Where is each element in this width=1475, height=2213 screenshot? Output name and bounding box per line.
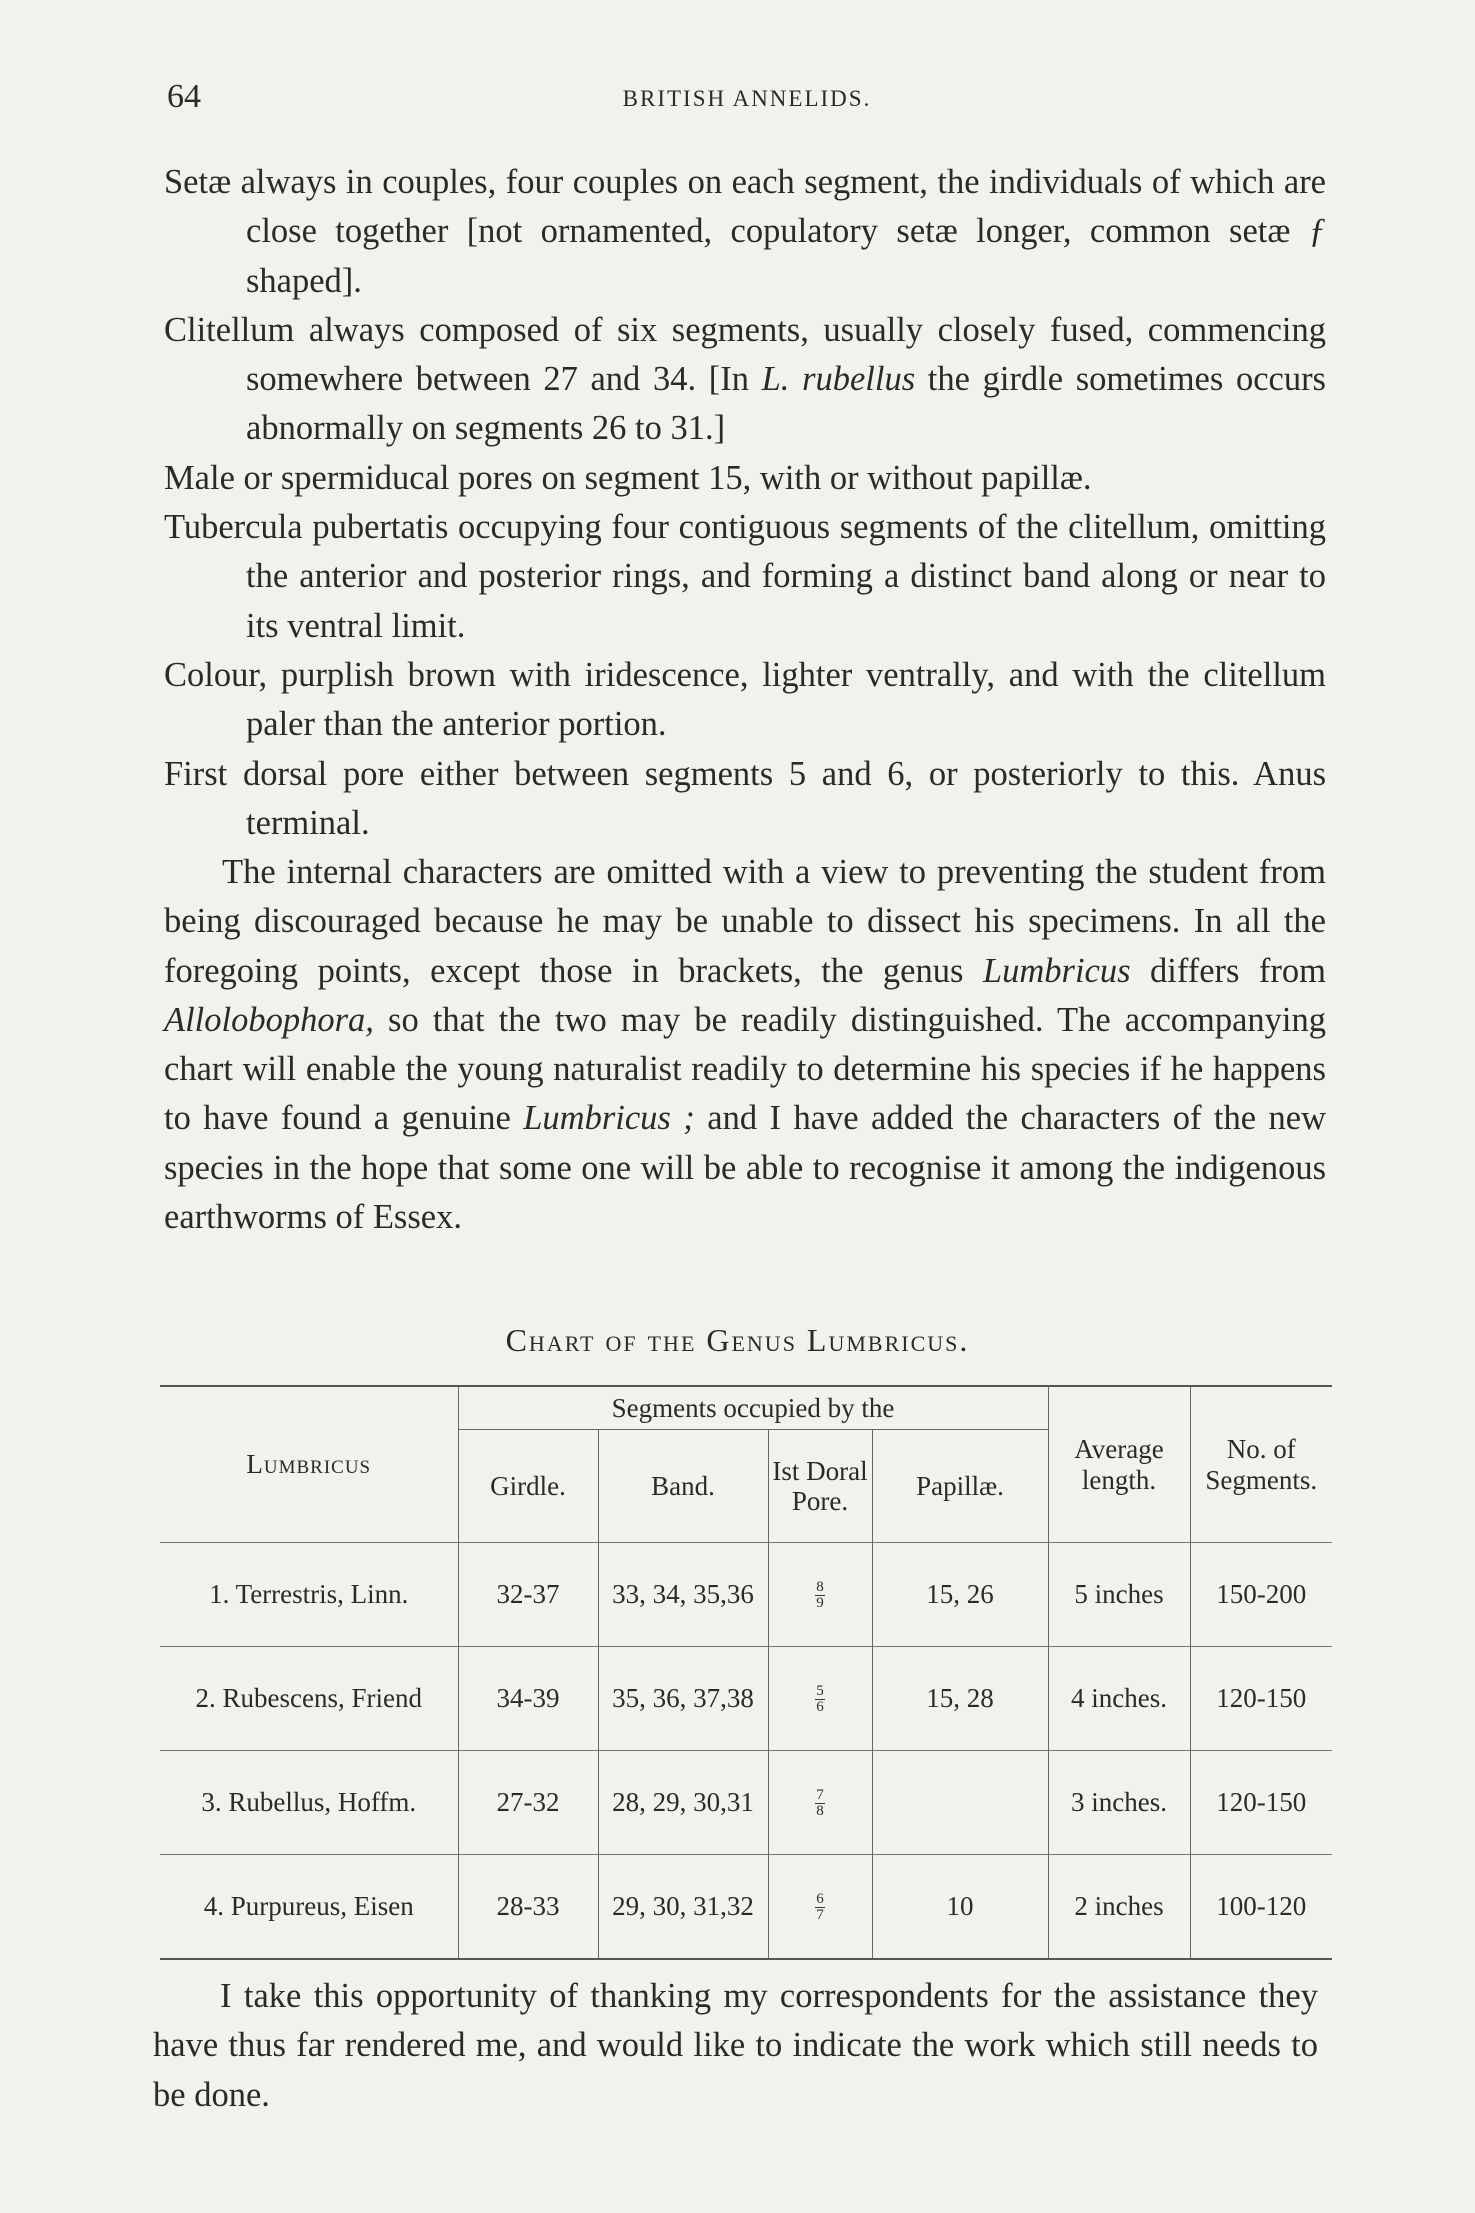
- fraction: $\frac{7}{8}$: [816, 1787, 824, 1820]
- definition-setae: Setæ always in couples, four couples on each segment, the individuals of which are close together [not ornamented, copulatory setæ longer, common setæ ƒ shaped].: [164, 163, 1326, 300]
- species-cell: 1. Terrestris, Linn.: [160, 1543, 458, 1647]
- species-cell: 2. Rubescens, Friend: [160, 1647, 458, 1751]
- species-cell: 4. Purpureus, Eisen: [160, 1855, 458, 1960]
- segments-cell: 120-150: [1190, 1647, 1332, 1751]
- papillae-cell: 15, 26: [872, 1543, 1048, 1647]
- table-row: [160, 1751, 1332, 1855]
- length-cell: 4 inches.: [1048, 1647, 1190, 1751]
- girdle-cell: 27-32: [458, 1751, 598, 1855]
- chart-title: Chart of the Genus Lumbricus.: [505, 1322, 970, 1358]
- segments-cell: 100-120: [1190, 1855, 1332, 1960]
- fraction: $\frac{8}{9}$: [816, 1579, 824, 1612]
- closing-paragraph: I take this opportunity of thanking my correspondents for the assistance they have thus far rendered me, and would like to indicate the work which still needs to be done.: [153, 1977, 1318, 2114]
- dorsal-pore-cell: [768, 1647, 872, 1751]
- papillae-cell: 10: [872, 1855, 1048, 1960]
- definition-dorsal-pore: First dorsal pore either between segments 5 and 6, or posteriorly to this. Anus terminal.: [164, 754, 1326, 842]
- header-segments-group: Segments occupied by the: [458, 1386, 1048, 1430]
- header-band: Band.: [598, 1430, 768, 1543]
- girdle-cell: 28-33: [458, 1855, 598, 1960]
- definition-male-pores: Male or spermiducal pores on segment 15, with or without papillæ.: [164, 458, 1092, 497]
- definition-colour: Colour, purplish brown with iridescence, lighter ventrally, and with the clitellum paler than the anterior portion.: [164, 655, 1326, 744]
- header-dorsal-pore: Ist Doral Pore.: [768, 1430, 872, 1543]
- girdle-cell: 34-39: [458, 1647, 598, 1751]
- definition-clitellum: Clitellum always composed of six segments, usually closely fused, commencing somewhere between 27 and 34. [In L. rubellus the girdle sometimes occurs abnormally on segments 26 to 31.]: [164, 310, 1326, 448]
- fraction: $\frac{6}{7}$: [816, 1891, 824, 1924]
- table-row: [160, 1855, 1332, 1960]
- header-girdle: Girdle.: [458, 1430, 598, 1543]
- header-average-length: Average length.: [1048, 1386, 1190, 1543]
- lumbricus-chart-table: [160, 1385, 1332, 1960]
- band-cell: 33, 34, 35,36: [598, 1543, 768, 1647]
- papillae-cell: [872, 1751, 1048, 1855]
- header-papillae: Papillæ.: [872, 1430, 1048, 1543]
- band-cell: 28, 29, 30,31: [598, 1751, 768, 1855]
- dorsal-pore-cell: [768, 1543, 872, 1647]
- papillae-cell: 15, 28: [872, 1647, 1048, 1751]
- segments-cell: 150-200: [1190, 1543, 1332, 1647]
- dorsal-pore-cell: [768, 1751, 872, 1855]
- band-cell: 35, 36, 37,38: [598, 1647, 768, 1751]
- header-segments: No. of Segments.: [1190, 1386, 1332, 1543]
- fraction: $\frac{5}{6}$: [816, 1683, 824, 1716]
- girdle-cell: 32-37: [458, 1543, 598, 1647]
- table-row: [160, 1647, 1332, 1751]
- page-number: 64: [167, 78, 201, 115]
- header-species: Lumbricus: [160, 1386, 458, 1543]
- running-head: BRITISH ANNELIDS.: [622, 86, 872, 111]
- definition-tubercula: Tubercula pubertatis occupying four contiguous segments of the clitellum, omitting the anterior and posterior rings, and forming a distinct band along or near to its ventral limit.: [164, 508, 1326, 645]
- dorsal-pore-cell: [768, 1855, 872, 1960]
- length-cell: 5 inches: [1048, 1543, 1190, 1647]
- species-cell: 3. Rubellus, Hoffm.: [160, 1751, 458, 1855]
- body-paragraph: The internal characters are omitted with a view to preventing the student from being discouraged because he may be unable to dissect his specimens. In all the foregoing points, except those in brackets, the genus Lumbricus differs from Allolobophora, so that the two may be readily distinguished. The accompanying chart will enable the young naturalist readily to determine his species if he happens to have found a genuine Lumbricus ; and I have added the characters of the new species in the hope that some one will be able to recognise it among the indigenous earthworms of Essex.: [164, 853, 1326, 1237]
- page-header: [167, 78, 1327, 128]
- segments-cell: 120-150: [1190, 1751, 1332, 1855]
- length-cell: 2 inches: [1048, 1855, 1190, 1960]
- table-row: [160, 1543, 1332, 1647]
- character-definitions: [164, 158, 1326, 848]
- length-cell: 3 inches.: [1048, 1751, 1190, 1855]
- band-cell: 29, 30, 31,32: [598, 1855, 768, 1960]
